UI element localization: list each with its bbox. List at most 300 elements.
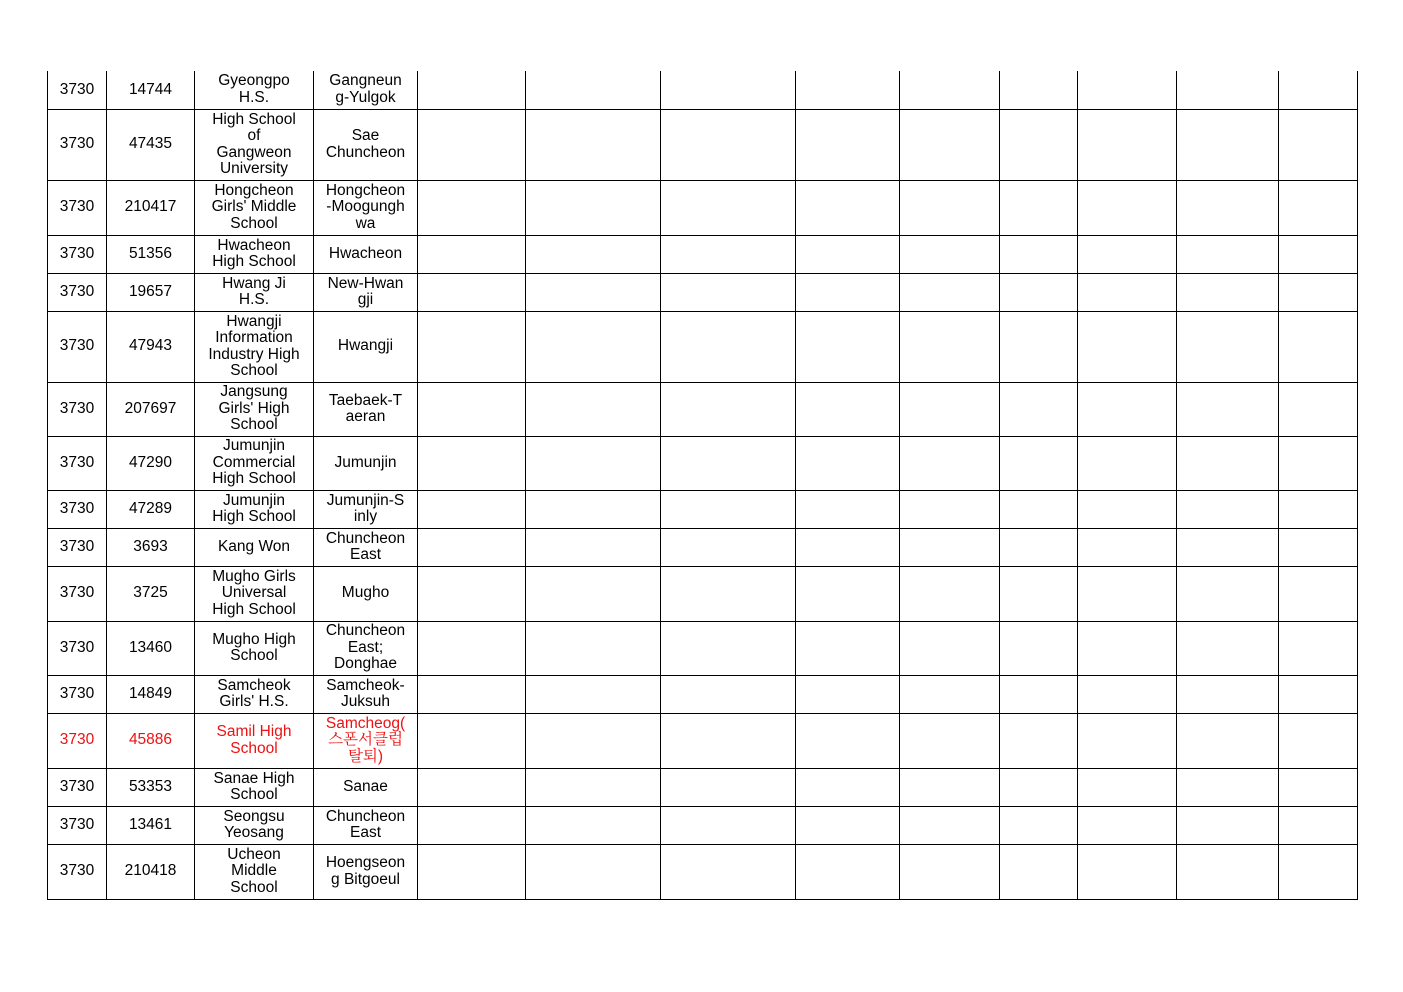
id-cell-text: 3725 xyxy=(133,584,168,602)
code-cell xyxy=(48,235,107,273)
code-cell-text: 3730 xyxy=(59,638,95,656)
school-name-cell xyxy=(195,109,314,180)
code-cell xyxy=(48,273,107,311)
empty-cell xyxy=(526,490,661,528)
id-cell xyxy=(107,490,195,528)
id-cell xyxy=(107,528,195,566)
id-cell xyxy=(107,235,195,273)
empty-cell xyxy=(796,109,900,180)
school-name-cell xyxy=(195,844,314,899)
empty-cell xyxy=(1000,621,1078,675)
school-name-cell-text: Samil High School xyxy=(216,723,292,757)
empty-cell xyxy=(418,621,526,675)
id-cell-text: 210417 xyxy=(124,198,177,216)
school-name-cell xyxy=(195,713,314,768)
empty-cell xyxy=(661,109,796,180)
empty-cell xyxy=(1000,109,1078,180)
empty-cell xyxy=(418,109,526,180)
id-cell-text: 45886 xyxy=(128,731,173,749)
empty-cell xyxy=(526,528,661,566)
area-cell-text: Chuncheon East xyxy=(325,529,406,563)
table-row xyxy=(48,528,1358,566)
empty-cell xyxy=(1177,490,1279,528)
area-cell xyxy=(314,713,418,768)
empty-cell xyxy=(1078,382,1177,436)
school-name-cell xyxy=(195,311,314,382)
table-row xyxy=(48,180,1358,235)
school-name-cell xyxy=(195,180,314,235)
empty-cell xyxy=(796,71,900,109)
code-cell-text: 3730 xyxy=(59,198,95,216)
id-cell xyxy=(107,621,195,675)
area-cell xyxy=(314,806,418,844)
empty-cell xyxy=(796,273,900,311)
empty-cell xyxy=(418,490,526,528)
table-row xyxy=(48,273,1358,311)
school-name-cell xyxy=(195,273,314,311)
area-cell xyxy=(314,675,418,713)
empty-cell xyxy=(661,844,796,899)
id-cell-text: 3693 xyxy=(133,537,168,555)
empty-cell xyxy=(1078,844,1177,899)
empty-cell xyxy=(900,235,1000,273)
empty-cell xyxy=(1078,621,1177,675)
empty-cell xyxy=(526,273,661,311)
school-name-cell-text: Hwangji Information Industry High School xyxy=(208,312,300,379)
code-cell-text: 3730 xyxy=(59,337,95,355)
empty-cell xyxy=(661,311,796,382)
area-cell xyxy=(314,273,418,311)
school-name-cell xyxy=(195,235,314,273)
school-name-cell-text: High School of Gangweon University xyxy=(212,110,296,177)
empty-cell xyxy=(1279,273,1358,311)
empty-cell xyxy=(1000,235,1078,273)
empty-cell xyxy=(1177,382,1279,436)
school-name-cell-text: Ucheon Middle School xyxy=(227,845,281,896)
table-row xyxy=(48,71,1358,109)
empty-cell xyxy=(1177,311,1279,382)
table-row xyxy=(48,109,1358,180)
school-name-cell xyxy=(195,436,314,490)
empty-cell xyxy=(1078,528,1177,566)
empty-cell xyxy=(1078,273,1177,311)
empty-cell xyxy=(900,844,1000,899)
empty-cell xyxy=(1078,180,1177,235)
id-cell xyxy=(107,71,195,109)
school-name-cell-text: Gyeongpo H.S. xyxy=(218,72,290,106)
school-name-cell xyxy=(195,382,314,436)
empty-cell xyxy=(661,273,796,311)
empty-cell xyxy=(1177,109,1279,180)
empty-cell xyxy=(1177,675,1279,713)
empty-cell xyxy=(661,566,796,621)
empty-cell xyxy=(1279,490,1358,528)
empty-cell xyxy=(661,235,796,273)
school-name-cell-text: Jangsung Girls' High School xyxy=(218,383,290,434)
empty-cell xyxy=(1000,566,1078,621)
area-cell-text: New-Hwan gji xyxy=(327,274,404,308)
empty-cell xyxy=(1177,844,1279,899)
table-row xyxy=(48,436,1358,490)
id-cell-text: 47290 xyxy=(128,453,173,471)
area-cell-text: Chuncheon East xyxy=(325,807,406,841)
empty-cell xyxy=(1279,382,1358,436)
empty-cell xyxy=(661,675,796,713)
table-row xyxy=(48,235,1358,273)
code-cell-text: 3730 xyxy=(59,80,95,98)
empty-cell xyxy=(796,844,900,899)
table-row xyxy=(48,566,1358,621)
id-cell xyxy=(107,566,195,621)
empty-cell xyxy=(526,713,661,768)
empty-cell xyxy=(661,71,796,109)
empty-cell xyxy=(796,382,900,436)
empty-cell xyxy=(1078,311,1177,382)
empty-cell xyxy=(418,180,526,235)
empty-cell xyxy=(796,311,900,382)
school-name-cell xyxy=(195,490,314,528)
school-name-cell-text: Hongcheon Girls' Middle School xyxy=(211,181,297,232)
empty-cell xyxy=(1078,109,1177,180)
code-cell xyxy=(48,675,107,713)
empty-cell xyxy=(796,768,900,806)
area-cell xyxy=(314,436,418,490)
school-name-cell-text: Mugho Girls Universal High School xyxy=(212,567,296,618)
id-cell-text: 13460 xyxy=(128,638,173,656)
area-cell-text: Chuncheon East; Donghae xyxy=(325,622,406,673)
empty-cell xyxy=(661,436,796,490)
school-name-cell xyxy=(195,768,314,806)
code-cell-text: 3730 xyxy=(59,862,95,880)
area-cell xyxy=(314,528,418,566)
empty-cell xyxy=(418,675,526,713)
code-cell-text: 3730 xyxy=(59,815,95,833)
empty-cell xyxy=(796,436,900,490)
empty-cell xyxy=(1000,768,1078,806)
code-cell-text: 3730 xyxy=(59,731,95,749)
area-cell xyxy=(314,566,418,621)
id-cell-text: 14744 xyxy=(128,80,173,98)
id-cell-text: 19657 xyxy=(128,282,173,300)
id-cell xyxy=(107,273,195,311)
code-cell xyxy=(48,490,107,528)
empty-cell xyxy=(1177,768,1279,806)
empty-cell xyxy=(796,806,900,844)
area-cell-text: Jumunjin-S inly xyxy=(326,491,405,525)
empty-cell xyxy=(1279,566,1358,621)
area-cell-text: Mugho xyxy=(341,584,390,602)
area-cell xyxy=(314,490,418,528)
area-cell-text: Hoengseon g Bitgoeul xyxy=(325,854,406,888)
empty-cell xyxy=(796,566,900,621)
empty-cell xyxy=(900,675,1000,713)
empty-cell xyxy=(418,71,526,109)
empty-cell xyxy=(900,490,1000,528)
id-cell xyxy=(107,768,195,806)
id-cell xyxy=(107,436,195,490)
empty-cell xyxy=(900,768,1000,806)
empty-cell xyxy=(526,566,661,621)
area-cell xyxy=(314,382,418,436)
empty-cell xyxy=(1078,675,1177,713)
code-cell xyxy=(48,806,107,844)
code-cell-text: 3730 xyxy=(59,399,95,417)
empty-cell xyxy=(661,768,796,806)
empty-cell xyxy=(1078,235,1177,273)
empty-cell xyxy=(526,675,661,713)
area-cell-text: Gangneun g-Yulgok xyxy=(329,72,402,106)
empty-cell xyxy=(1177,528,1279,566)
school-name-cell xyxy=(195,566,314,621)
empty-cell xyxy=(1279,311,1358,382)
code-cell-text: 3730 xyxy=(59,777,95,795)
table-row xyxy=(48,844,1358,899)
empty-cell xyxy=(1279,71,1358,109)
empty-cell xyxy=(900,273,1000,311)
area-cell-text: Taebaek-T aeran xyxy=(328,391,403,425)
id-cell xyxy=(107,675,195,713)
area-cell-text: Hwangji xyxy=(337,337,394,355)
empty-cell xyxy=(796,180,900,235)
code-cell xyxy=(48,768,107,806)
empty-cell xyxy=(1177,71,1279,109)
empty-cell xyxy=(1000,675,1078,713)
empty-cell xyxy=(1279,675,1358,713)
empty-cell xyxy=(900,109,1000,180)
table-row xyxy=(48,490,1358,528)
table-row xyxy=(48,382,1358,436)
code-cell-text: 3730 xyxy=(59,282,95,300)
empty-cell xyxy=(900,528,1000,566)
id-cell xyxy=(107,844,195,899)
empty-cell xyxy=(526,621,661,675)
empty-cell xyxy=(661,490,796,528)
empty-cell xyxy=(418,235,526,273)
empty-cell xyxy=(1000,311,1078,382)
id-cell-text: 207697 xyxy=(124,399,177,417)
empty-cell xyxy=(418,768,526,806)
empty-cell xyxy=(1000,713,1078,768)
empty-cell xyxy=(900,311,1000,382)
empty-cell xyxy=(796,675,900,713)
empty-cell xyxy=(1279,436,1358,490)
empty-cell xyxy=(900,436,1000,490)
empty-cell xyxy=(661,180,796,235)
school-name-cell xyxy=(195,675,314,713)
school-name-cell xyxy=(195,621,314,675)
empty-cell xyxy=(1279,768,1358,806)
school-table xyxy=(47,71,1358,900)
code-cell-text: 3730 xyxy=(59,453,95,471)
empty-cell xyxy=(1279,180,1358,235)
area-cell xyxy=(314,844,418,899)
area-cell xyxy=(314,109,418,180)
empty-cell xyxy=(1000,180,1078,235)
empty-cell xyxy=(526,768,661,806)
empty-cell xyxy=(1177,273,1279,311)
table-row xyxy=(48,311,1358,382)
code-cell xyxy=(48,436,107,490)
empty-cell xyxy=(1279,528,1358,566)
empty-cell xyxy=(661,806,796,844)
area-cell xyxy=(314,621,418,675)
table-row xyxy=(48,675,1358,713)
empty-cell xyxy=(526,806,661,844)
empty-cell xyxy=(900,713,1000,768)
empty-cell xyxy=(526,436,661,490)
code-cell xyxy=(48,180,107,235)
empty-cell xyxy=(1177,566,1279,621)
empty-cell xyxy=(900,621,1000,675)
code-cell-text: 3730 xyxy=(59,584,95,602)
id-cell-text: 13461 xyxy=(128,815,173,833)
empty-cell xyxy=(1000,490,1078,528)
empty-cell xyxy=(526,109,661,180)
id-cell xyxy=(107,382,195,436)
empty-cell xyxy=(1000,382,1078,436)
empty-cell xyxy=(526,235,661,273)
id-cell-text: 53353 xyxy=(128,777,173,795)
area-cell-text: Jumunjin xyxy=(334,453,397,471)
empty-cell xyxy=(1177,806,1279,844)
empty-cell xyxy=(1177,713,1279,768)
school-name-cell xyxy=(195,71,314,109)
area-cell-text: Sanae xyxy=(343,777,388,795)
code-cell xyxy=(48,844,107,899)
empty-cell xyxy=(418,713,526,768)
empty-cell xyxy=(1000,844,1078,899)
school-name-cell xyxy=(195,806,314,844)
table-row xyxy=(48,621,1358,675)
table-row xyxy=(48,806,1358,844)
empty-cell xyxy=(900,566,1000,621)
code-cell xyxy=(48,621,107,675)
school-name-cell-text: Mugho High School xyxy=(212,630,296,664)
school-name-cell-text: Jumunjin Commercial High School xyxy=(212,437,296,488)
area-cell-text: Samcheog( 스폰서클럽 탈퇴) xyxy=(325,714,406,765)
empty-cell xyxy=(1177,436,1279,490)
empty-cell xyxy=(1078,71,1177,109)
area-cell xyxy=(314,235,418,273)
empty-cell xyxy=(1177,235,1279,273)
school-name-cell-text: Samcheok Girls' H.S. xyxy=(217,676,291,710)
code-cell xyxy=(48,382,107,436)
empty-cell xyxy=(1000,806,1078,844)
empty-cell xyxy=(1078,490,1177,528)
id-cell xyxy=(107,311,195,382)
school-name-cell xyxy=(195,528,314,566)
id-cell-text: 47435 xyxy=(128,135,173,153)
id-cell xyxy=(107,713,195,768)
school-name-cell-text: Kang Won xyxy=(217,537,291,555)
empty-cell xyxy=(1279,109,1358,180)
code-cell-text: 3730 xyxy=(59,537,95,555)
empty-cell xyxy=(900,806,1000,844)
empty-cell xyxy=(1279,621,1358,675)
empty-cell xyxy=(1000,273,1078,311)
code-cell xyxy=(48,528,107,566)
empty-cell xyxy=(796,528,900,566)
area-cell-text: Hwacheon xyxy=(328,244,403,262)
empty-cell xyxy=(1000,528,1078,566)
empty-cell xyxy=(418,273,526,311)
empty-cell xyxy=(796,235,900,273)
empty-cell xyxy=(1078,768,1177,806)
empty-cell xyxy=(661,382,796,436)
code-cell-text: 3730 xyxy=(59,499,95,517)
school-name-cell-text: Hwang Ji H.S. xyxy=(222,274,286,308)
empty-cell xyxy=(900,180,1000,235)
id-cell-text: 47289 xyxy=(128,499,173,517)
empty-cell xyxy=(418,382,526,436)
empty-cell xyxy=(1078,713,1177,768)
code-cell-text: 3730 xyxy=(59,135,95,153)
code-cell xyxy=(48,566,107,621)
empty-cell xyxy=(418,311,526,382)
empty-cell xyxy=(418,566,526,621)
empty-cell xyxy=(900,382,1000,436)
id-cell xyxy=(107,806,195,844)
id-cell xyxy=(107,180,195,235)
code-cell xyxy=(48,311,107,382)
empty-cell xyxy=(1279,713,1358,768)
empty-cell xyxy=(418,844,526,899)
area-cell xyxy=(314,180,418,235)
table-row xyxy=(48,713,1358,768)
empty-cell xyxy=(526,382,661,436)
empty-cell xyxy=(1279,235,1358,273)
empty-cell xyxy=(526,311,661,382)
id-cell-text: 51356 xyxy=(128,244,173,262)
code-cell xyxy=(48,71,107,109)
empty-cell xyxy=(418,528,526,566)
area-cell xyxy=(314,311,418,382)
empty-cell xyxy=(1279,806,1358,844)
empty-cell xyxy=(1078,436,1177,490)
school-name-cell-text: Seongsu Yeosang xyxy=(223,807,285,841)
empty-cell xyxy=(526,71,661,109)
area-cell xyxy=(314,768,418,806)
id-cell-text: 14849 xyxy=(128,684,173,702)
empty-cell xyxy=(1078,806,1177,844)
area-cell-text: Hongcheon -Moogungh wa xyxy=(325,181,406,232)
area-cell-text: Samcheok- Juksuh xyxy=(326,676,405,710)
empty-cell xyxy=(1078,566,1177,621)
code-cell xyxy=(48,109,107,180)
area-cell xyxy=(314,71,418,109)
empty-cell xyxy=(661,621,796,675)
empty-cell xyxy=(1279,844,1358,899)
empty-cell xyxy=(661,713,796,768)
empty-cell xyxy=(661,528,796,566)
table-row xyxy=(48,768,1358,806)
empty-cell xyxy=(1000,436,1078,490)
empty-cell xyxy=(1177,180,1279,235)
empty-cell xyxy=(796,490,900,528)
empty-cell xyxy=(1177,621,1279,675)
empty-cell xyxy=(1000,71,1078,109)
empty-cell xyxy=(526,180,661,235)
school-name-cell-text: Jumunjin High School xyxy=(212,491,296,525)
id-cell-text: 210418 xyxy=(124,862,177,880)
id-cell xyxy=(107,109,195,180)
empty-cell xyxy=(526,844,661,899)
table-body xyxy=(48,71,1358,899)
school-name-cell-text: Hwacheon High School xyxy=(212,236,296,270)
code-cell xyxy=(48,713,107,768)
empty-cell xyxy=(418,806,526,844)
empty-cell xyxy=(418,436,526,490)
